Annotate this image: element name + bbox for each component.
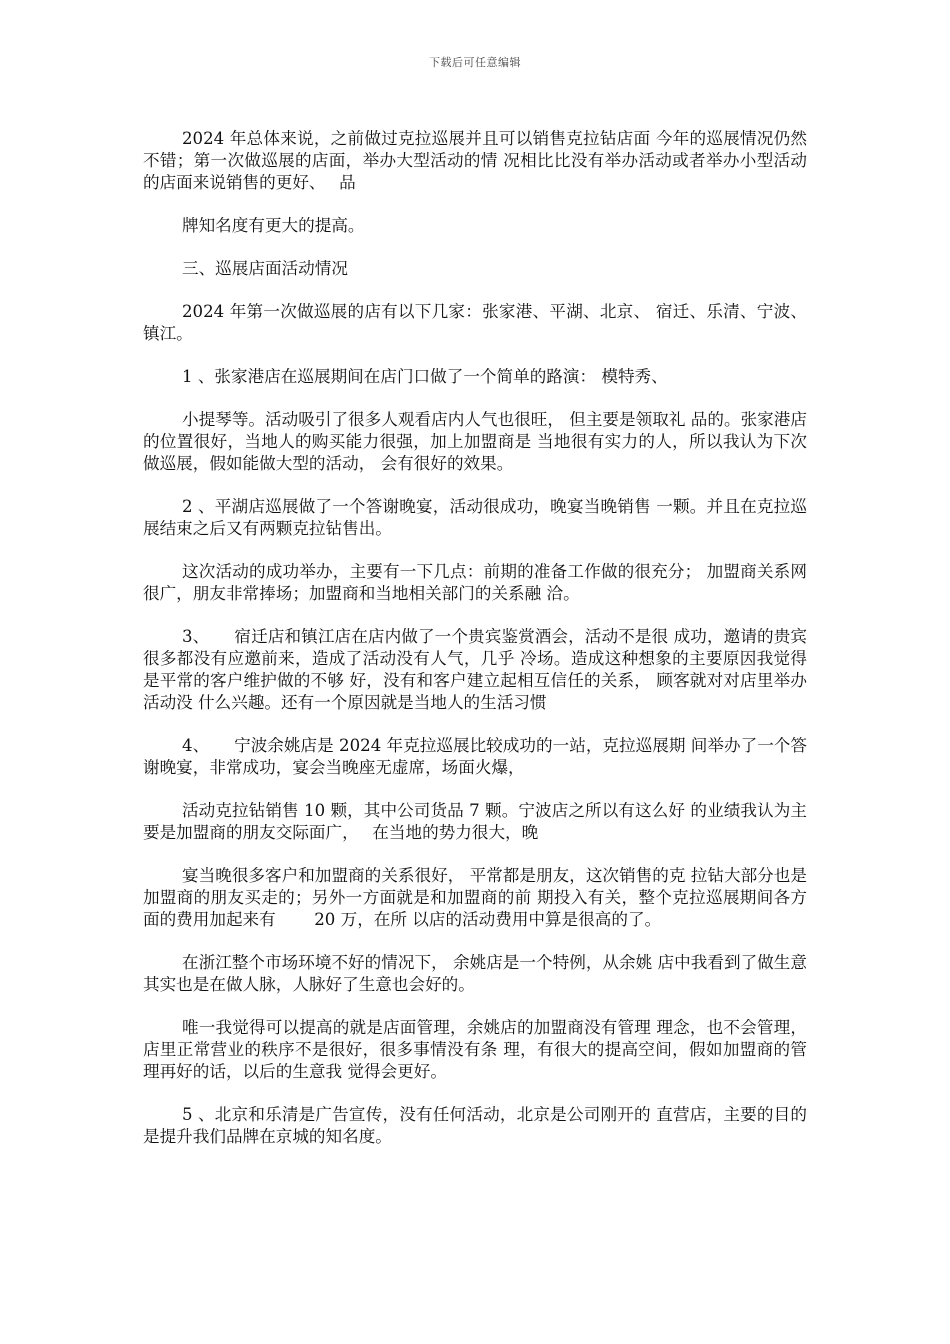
paragraph-suqian-zhenjiang: 3、 宿迁店和镇江店在店内做了一个贵宾鉴赏酒会，活动不是很 成功，邀请的贵宾很多都没有应邀前来，造成了活动没有人气，几乎 冷场。造成这种想象的主要原因我觉得是平常的客户维护做的不够 好，没有和客户建立起相互信任的关系， 顾客就对对店里举办活动没 什么兴趣。还有一个原因就是当地人的生活习惯 <box>143 627 807 712</box>
paragraph-store-list: 2024 年第一次做巡展的店有以下几家：张家港、平湖、北京、 宿迁、乐清、宁波、镇江。 <box>143 302 807 343</box>
paragraph-ningbo-relations: 宴当晚很多客户和加盟商的关系很好， 平常都是朋友，这次销售的克 拉钻大部分也是加盟商的朋友买走的；另外一方面就是和加盟商的前 期投入有关，整个克拉巡展期间各方面的费用加起来有 20 万，在所 以店的活动费用中算是很高的了。 <box>143 866 807 929</box>
paragraph-ningbo-yuyao-intro: 4、 宁波余姚店是 2024 年克拉巡展比较成功的一站，克拉巡展期 间举办了一个答谢晚宴，非常成功，宴会当晚座无虚席，场面火爆， <box>143 736 807 777</box>
paragraph-zhangjiagang-intro: 1 、张家港店在巡展期间在店门口做了一个简单的路演： 模特秀、 <box>182 367 668 386</box>
paragraph-overall-summary: 2024 年总体来说，之前做过克拉巡展并且可以销售克拉钻店面 今年的巡展情况仍然不错；第一次做巡展的店面，举办大型活动的情 况相比比没有举办活动或者举办小型活动的店面来说销售的更好、 品 <box>143 129 807 192</box>
paragraph-store-management: 唯一我觉得可以提高的就是店面管理，余姚店的加盟商没有管理 理念，也不会管理，店里正常营业的秩序不是很好，很多事情没有条 理，有很大的提高空间，假如加盟商的管理再好的话，以后的生意我 觉得会更好。 <box>143 1018 807 1081</box>
document-body <box>143 128 807 1169</box>
paragraph-beijing-yueqing: 5 、北京和乐清是广告宣传，没有任何活动，北京是公司刚开的 直营店，主要的目的是提升我们品牌在京城的知名度。 <box>143 1105 807 1146</box>
page-header: 下载后可任意编辑 <box>429 56 521 69</box>
paragraph-pinghu: 2 、平湖店巡展做了一个答谢晚宴，活动很成功，晚宴当晚销售 一颗。并且在克拉巡展结束之后又有两颗克拉钻售出。 <box>143 497 807 538</box>
paragraph-zhangjiagang-detail: 小提琴等。活动吸引了很多人观看店内人气也很旺， 但主要是领取礼 品的。张家港店的位置很好，当地人的购买能力很强，加上加盟商是 当地很有实力的人，所以我认为下次做巡展，假如能做大型的活动， 会有很好的效果。 <box>143 410 807 473</box>
paragraph-zhejiang-market: 在浙江整个市场环境不好的情况下， 余姚店是一个特例，从余姚 店中我看到了做生意其实也是在做人脉，人脉好了生意也会好的。 <box>143 953 807 994</box>
paragraph-brand-awareness: 牌知名度有更大的提高。 <box>182 216 365 235</box>
paragraph-ningbo-sales: 活动克拉钻销售 10 颗，其中公司货品 7 颗。宁波店之所以有这么好 的业绩我认为主要是加盟商的朋友交际面广， 在当地的势力很大，晚 <box>143 801 807 842</box>
section-heading-store-activities: 三、巡展店面活动情况 <box>182 259 348 278</box>
paragraph-pinghu-success-factors: 这次活动的成功举办，主要有一下几点：前期的准备工作做的很充分； 加盟商关系网很广，朋友非常捧场；加盟商和当地相关部门的关系融 洽。 <box>143 562 807 603</box>
